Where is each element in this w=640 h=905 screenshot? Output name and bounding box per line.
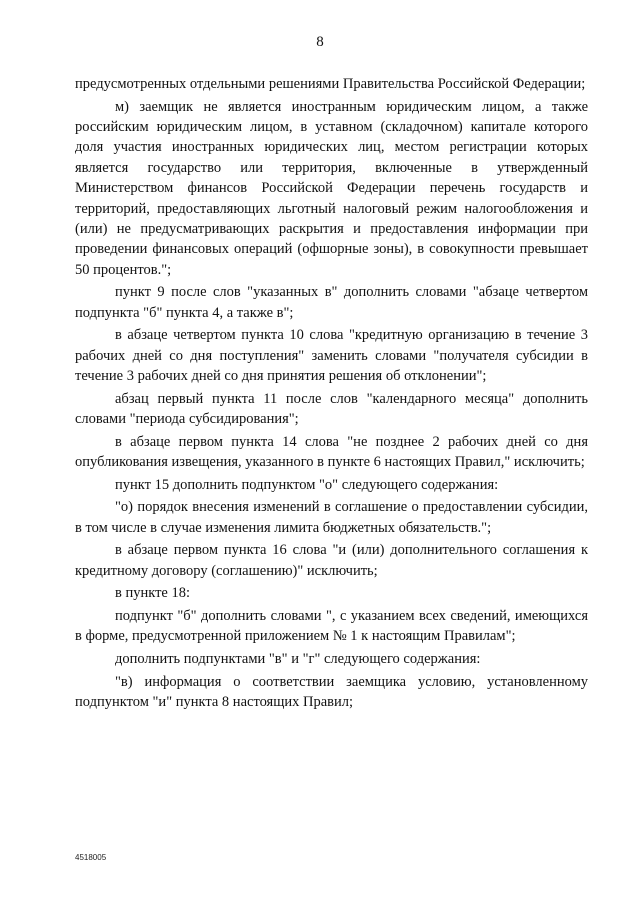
paragraph-4: в абзаце четвертом пункта 10 слова "кредитную организацию в течение 3 рабочих дней со дня поступления" заменить словами "получателя субсидии в течение 3 рабочих дней со дня принятия решения об отклонении"; bbox=[75, 327, 588, 385]
page-number: 8 bbox=[316, 34, 324, 50]
paragraph-2: м) заемщик не является иностранным юридическим лицом, а также российским юридическим лицом, в уставном (складочном) капитале которого доля участия иностранных юридических лиц, местом регистрации которых является государство или территория, включенные в утвержденный Министерством финансов Российской Федерации перечень государств и территорий, предоставляющих льготный налоговый режим налогообложения и (или) не предусматривающих раскрытия и предоставления информации при проведении финансовых операций (офшорные зоны), в совокупности превышает 50 процентов."; bbox=[75, 98, 588, 278]
paragraph-11: подпункт "б" дополнить словами ", с указанием всех сведений, имеющихся в форме, предусмотренной приложением № 1 к настоящим Правилам"; bbox=[75, 608, 588, 645]
paragraph-13: "в) информация о соответствии заемщика условию, установленному подпунктом "и" пункта 8 настоящих Правил; bbox=[75, 673, 588, 711]
paragraph-3: пункт 9 после слов "указанных в" дополнить словами "абзаце четвертом подпункта "б" пункта 4, а также в"; bbox=[75, 284, 588, 321]
paragraph-6: в абзаце первом пункта 14 слова "не позднее 2 рабочих дней со дня опубликования извещения, указанного в пункте 6 настоящих Правил," исключить; bbox=[75, 433, 588, 471]
paragraph-8: "о) порядок внесения изменений в соглашение о предоставлении субсидии, в том числе в случае изменения лимита бюджетных обязательств."; bbox=[75, 499, 588, 536]
paragraph-9: в абзаце первом пункта 16 слова "и (или) дополнительного соглашения к кредитному договору (соглашению)" исключить; bbox=[75, 542, 588, 579]
paragraph-12: дополнить подпунктами "в" и "г" следующего содержания: bbox=[115, 651, 481, 668]
paragraph-10: в пункте 18: bbox=[115, 585, 191, 602]
paragraph-5: абзац первый пункта 11 после слов "календарного месяца" дополнить словами "периода субсидирования"; bbox=[75, 390, 588, 428]
document-body bbox=[75, 74, 588, 715]
paragraph-7: пункт 15 дополнить подпунктом "о" следующего содержания: bbox=[115, 476, 499, 493]
document-code: 4518005 bbox=[75, 853, 107, 862]
paragraph-1: предусмотренных отдельными решениями Правительства Российской Федерации; bbox=[75, 76, 586, 92]
